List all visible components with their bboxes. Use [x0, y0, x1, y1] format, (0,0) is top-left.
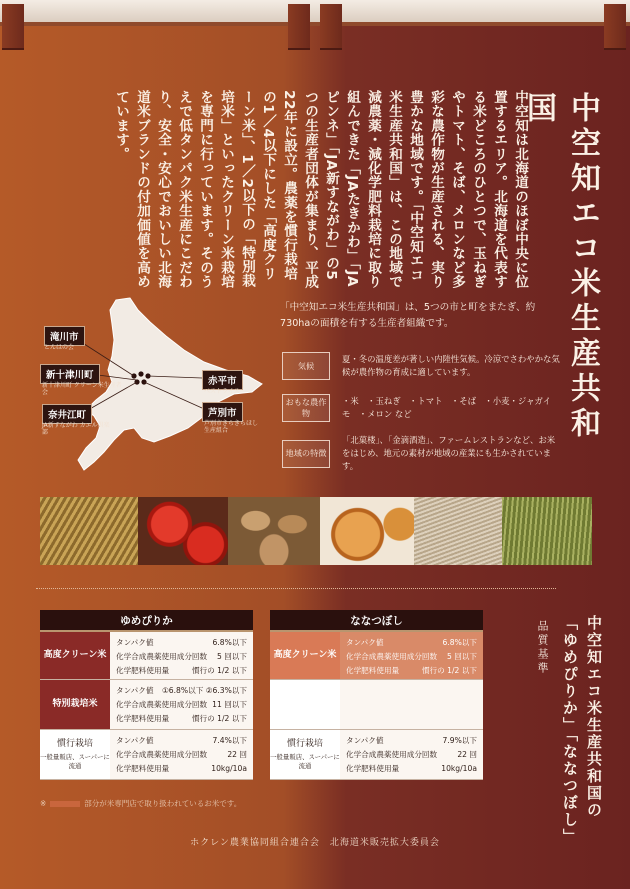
item-value: 10kg/10a	[441, 764, 477, 773]
intro-text: 「中空知エコ米生産共和国」は、5つの市と町をまたぎ、約730haの面積を有する生産者組織です。	[280, 302, 536, 329]
quality-standard-heading: 品質基準	[536, 620, 549, 676]
item-label: 化学合成農薬使用成分回数	[346, 652, 438, 661]
note-color-swatch	[50, 801, 80, 807]
banner-strap-right	[604, 4, 626, 50]
photo-rice-ears	[40, 497, 138, 565]
category-cell	[40, 730, 110, 779]
info-row-crops	[282, 394, 560, 422]
item-label: 化学肥料使用量	[116, 714, 170, 723]
info-text-features: 「北菓楼」、「金滴酒造」、ファームレストランなど、お米をはじめ、地元の素材が地域の産業にも生かされています。	[342, 435, 556, 471]
info-text-crops: ・米 ・玉ねぎ ・トマト ・そば ・小麦・ジャガイモ ・メロン など	[342, 396, 551, 419]
items-cell	[110, 632, 253, 679]
item-label: タンパク値	[116, 638, 154, 647]
map-sub-takikawa: とんはの会	[44, 344, 75, 351]
info-tag-climate: 気候	[282, 352, 330, 380]
photo-potatoes	[228, 497, 320, 565]
table-row	[270, 632, 483, 680]
item-label: タンパク値	[346, 638, 384, 647]
item-value: 7.9%以下	[442, 736, 477, 745]
map-sub-shintotsukawa: 新十津川町 クリーン米生産者会	[42, 382, 122, 396]
map-label-ashibetsu: 芦別市	[202, 402, 243, 422]
table-row	[40, 632, 253, 680]
info-text-climate: 夏・冬の温度差が著しい内陸性気候。冷涼でさわやかな気候が農作物の育成に適しています。	[342, 354, 560, 377]
category-sublabel: 一般量販店、スーパーに流通	[40, 753, 110, 770]
info-tag-crops: おもな農作物	[282, 394, 330, 422]
photo-wheat	[502, 497, 592, 565]
item-label: 化学合成農薬使用成分回数	[116, 700, 208, 709]
item-value: 22 回	[457, 750, 477, 759]
category-label: 慣行栽培	[56, 739, 93, 749]
category-label: 高度クリーン米	[273, 650, 337, 660]
map-sub-ashibetsu: 芦別市きらきらほし 生産組合	[204, 420, 259, 434]
item-label: 化学合成農薬使用成分回数	[116, 750, 208, 759]
hokkaido-map	[38, 292, 268, 482]
top-banner-rod	[0, 0, 630, 24]
category-label: 特別栽培米	[52, 699, 98, 709]
item-label: 化学合成農薬使用成分回数	[116, 652, 208, 661]
banner-rod-line	[0, 22, 630, 26]
section-title: 中空知エコ米生産共和国の「ゆめぴりか」「ななつぼし」	[561, 615, 603, 846]
photo-onions	[320, 497, 414, 565]
map-label-naie: 奈井江町	[42, 404, 92, 424]
item-label: 化学合成農薬使用成分回数	[346, 750, 438, 759]
items-cell	[110, 680, 253, 729]
info-row-climate	[282, 352, 560, 380]
table-row	[40, 680, 253, 730]
category-cell	[270, 632, 340, 679]
map-label-takikawa: 滝川市	[44, 326, 85, 346]
category-cell	[40, 632, 110, 679]
item-value: 7.4%以下	[212, 736, 247, 745]
item-value: 11 回以下	[212, 700, 247, 709]
item-value: 慣行の 1/2 以下	[191, 714, 247, 723]
map-label-shintotsukawa: 新十津川町	[40, 364, 100, 384]
item-value: 22 回	[227, 750, 247, 759]
banner-strap-center-left	[288, 4, 310, 50]
item-value: 10kg/10a	[211, 764, 247, 773]
category-sublabel: 一般量販店、スーパーに流通	[270, 753, 340, 770]
item-value: 慣行の 1/2 以下	[421, 666, 477, 675]
category-label: 高度クリーン米	[43, 650, 107, 660]
note-marker: ※	[40, 799, 47, 808]
section-divider	[36, 588, 556, 589]
items-cell	[110, 730, 253, 779]
item-value: 5 回以下	[446, 652, 477, 661]
item-value: ①6.8%以下 ②6.3%以下	[162, 686, 247, 695]
footer-credits: ホクレン農業協同組合連合会 北海道米販売拡大委員会	[190, 838, 440, 848]
table-row	[270, 730, 483, 780]
category-cell	[270, 730, 340, 779]
map-sub-akabira: ベストライス	[204, 388, 240, 395]
item-label: タンパク値	[346, 736, 384, 745]
table-row	[40, 730, 253, 780]
table-nanatsuboshi	[270, 610, 483, 780]
banner-strap-left	[2, 4, 24, 50]
map-label-akabira: 赤平市	[202, 370, 243, 390]
item-label: タンパク値	[116, 736, 154, 745]
table-header-nanatsuboshi: ななつぼし	[270, 610, 483, 632]
category-label: 慣行栽培	[286, 739, 323, 749]
table-header-yumepirika: ゆめぴりか	[40, 610, 253, 632]
body-text: 中空知は北海道のほぼ中央に位置するエリア。北海道を代表する米どころのひとつで、玉ねぎやトマト、そば、メロンなど多彩な農作物が生産される、実り豊かな地域です。「中空知エコ米生産共和国」は、この地域で減農薬・減化学肥料栽培に取り組んできた「JAたきかわ」「JAピンネ」「JA新すながわ」の5つの生産者団体が集まり、平成22年に設立。農薬を慣行栽培の1／4以下にした「高度クリーン米」、1／2以下の「特別栽培米」といったクリーン米栽培を専門に行っています。そのうえで低タンパク米生産にこだわり、安全・安心でおいしい北海道米ブランドの付加価値を高めています。	[113, 90, 528, 289]
item-label: 化学肥料使用量	[346, 666, 400, 675]
photo-tomatoes	[138, 497, 228, 565]
main-title: 中空知エコ米生産共和国	[521, 92, 600, 442]
photo-soba	[414, 497, 502, 565]
table-yumepirika	[40, 610, 253, 780]
info-tag-features: 地域の特徴	[282, 440, 330, 468]
photo-strip	[40, 497, 592, 565]
item-value: 6.8%以下	[442, 638, 477, 647]
info-row-features	[282, 434, 560, 473]
category-cell	[40, 680, 110, 729]
item-label: タンパク値	[116, 686, 154, 695]
item-label: 化学肥料使用量	[346, 764, 400, 773]
table-row-empty	[270, 680, 483, 730]
banner-strap-center-right	[320, 4, 342, 50]
item-value: 慣行の 1/2 以下	[191, 666, 247, 675]
items-cell	[340, 632, 483, 679]
items-cell	[340, 730, 483, 779]
item-value: 5 回以下	[216, 652, 247, 661]
category-cell-empty	[270, 680, 340, 729]
item-value: 6.8%以下	[212, 638, 247, 647]
items-cell-empty	[340, 680, 483, 729]
item-label: 化学肥料使用量	[116, 764, 170, 773]
footnote	[40, 798, 241, 809]
map-sub-naie: JA新すながわ カエル倶楽部	[42, 422, 110, 436]
note-text: 部分が米専門店で取り扱われているお米です。	[84, 799, 242, 808]
item-label: 化学肥料使用量	[116, 666, 170, 675]
